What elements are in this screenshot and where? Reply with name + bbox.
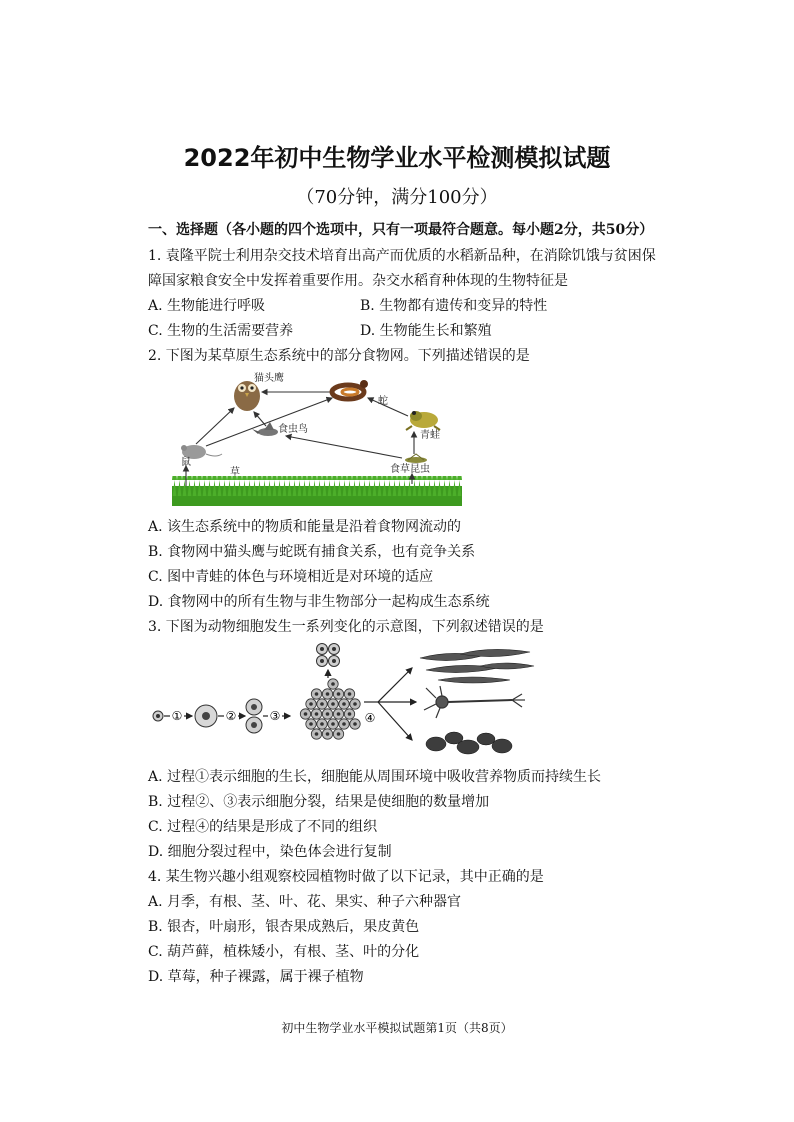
cell-cluster bbox=[300, 679, 360, 739]
cluster-cell-nucleus bbox=[337, 712, 341, 716]
food-web-figure bbox=[172, 370, 462, 506]
question-4-option-b: B. 银杏，叶扇形，银杏果成熟后，果皮黄色 bbox=[148, 919, 420, 935]
step-label-1: ① bbox=[171, 709, 183, 723]
neuron bbox=[424, 686, 525, 718]
arrow-mouse-to-snake bbox=[206, 398, 332, 446]
question-1-option-b: B. 生物都有遗传和变异的特性 bbox=[360, 298, 548, 314]
cluster-cell-nucleus bbox=[353, 722, 357, 726]
question-1-option-a: A. 生物能进行呼吸 bbox=[148, 298, 266, 314]
owl-icon bbox=[234, 381, 260, 411]
section-heading: 一、选择题（各小题的四个选项中，只有一项最符合题意。每小题2分，共50分） bbox=[148, 222, 654, 238]
question-4-option-a: A. 月季，有根、茎、叶、花、果实、种子六种器官 bbox=[148, 894, 462, 910]
label-grass: 草 bbox=[230, 467, 240, 478]
question-3-option-b: B. 过程②、③表示细胞分裂，结果是使细胞的数量增加 bbox=[148, 794, 490, 810]
question-2-option-d: D. 食物网中的所有生物与非生物部分一起构成生态系统 bbox=[148, 594, 490, 610]
arrow-to-bottom-tissue bbox=[378, 702, 412, 740]
question-4-option-d: D. 草莓，种子裸露，属于裸子植物 bbox=[148, 969, 364, 985]
cell-stage-1 bbox=[153, 711, 163, 721]
arrow-step-4 bbox=[364, 668, 416, 740]
question-1-option-c: C. 生物的生活需要营养 bbox=[148, 323, 294, 339]
label-mouse: 鼠 bbox=[181, 457, 191, 468]
cell-stage-3 bbox=[246, 699, 262, 733]
arrow-insect-to-bird bbox=[286, 436, 402, 458]
question-2-option-c: C. 图中青蛙的体色与环境相近是对环境的适应 bbox=[148, 569, 434, 585]
cell-diagram-figure bbox=[150, 640, 540, 758]
cluster-cell-nucleus bbox=[342, 702, 346, 706]
arrow-mouse-to-owl bbox=[196, 408, 234, 444]
cluster-cell-nucleus bbox=[309, 702, 313, 706]
cluster-cell-nucleus bbox=[320, 722, 324, 726]
question-4-option-c: C. 葫芦藓，植株矮小，有根、茎、叶的分化 bbox=[148, 944, 420, 960]
question-1-line-1: 1. 袁隆平院士利用杂交技术培育出高产而优质的水稻新品种，在消除饥饿与贫困保 bbox=[148, 248, 656, 264]
cluster-cell-nucleus bbox=[315, 712, 319, 716]
question-2-stem: 2. 下图为某草原生态系统中的部分食物网。下列描述错误的是 bbox=[148, 348, 530, 364]
cluster-cell-nucleus bbox=[342, 722, 346, 726]
cluster-cell-nucleus bbox=[304, 712, 308, 716]
grass-strip bbox=[172, 476, 462, 506]
cluster-cell-nucleus bbox=[326, 692, 330, 696]
cluster-cell-nucleus bbox=[331, 702, 335, 706]
label-frog: 青蛙 bbox=[420, 430, 440, 441]
label-bird: 食虫鸟 bbox=[278, 424, 308, 435]
grasshopper-icon bbox=[405, 454, 427, 463]
question-1-line-2: 障国家粮食安全中发挥着重要作用。杂交水稻育种体现的生物特征是 bbox=[148, 273, 568, 289]
arrow-frog-to-snake bbox=[368, 398, 408, 416]
cell-stage-2 bbox=[195, 705, 217, 727]
exam-title: 2022年初中生物学业水平检测模拟试题 bbox=[183, 144, 611, 172]
cluster-cell-nucleus bbox=[320, 702, 324, 706]
page-footer: 初中生物学业水平模拟试题第1页（共8页） bbox=[281, 1021, 513, 1035]
cluster-cell-nucleus bbox=[348, 692, 352, 696]
step-label-3: ③ bbox=[269, 709, 281, 723]
cluster-cell-nucleus bbox=[315, 692, 319, 696]
arrow-bird-to-owl bbox=[254, 412, 266, 426]
cell-group-top bbox=[317, 644, 340, 667]
snake-icon bbox=[332, 380, 368, 399]
cluster-cell-nucleus bbox=[337, 732, 341, 736]
bottom-tissue bbox=[426, 732, 512, 754]
cluster-cell-nucleus bbox=[353, 702, 357, 706]
cluster-cell-nucleus bbox=[326, 712, 330, 716]
question-3-stem: 3. 下图为动物细胞发生一系列变化的示意图，下列叙述错误的是 bbox=[148, 619, 544, 635]
cluster-cell-nucleus bbox=[331, 722, 335, 726]
grass-blades bbox=[172, 476, 462, 496]
cluster-cell-nucleus bbox=[309, 722, 313, 726]
muscle-tissue bbox=[420, 649, 534, 683]
cluster-cell-nucleus bbox=[326, 732, 330, 736]
arrow-to-muscle-tissue bbox=[378, 668, 412, 702]
frog-icon bbox=[406, 411, 440, 430]
cluster-cell-nucleus bbox=[337, 692, 341, 696]
question-1-option-d: D. 生物能生长和繁殖 bbox=[360, 323, 492, 339]
question-3-option-a: A. 过程①表示细胞的生长，细胞能从周围环境中吸收营养物质而持续生长 bbox=[148, 769, 602, 785]
cluster-cell-nucleus bbox=[315, 732, 319, 736]
label-insect: 食草昆虫 bbox=[390, 464, 430, 475]
question-4-stem: 4. 某生物兴趣小组观察校园植物时做了以下记录，其中正确的是 bbox=[148, 869, 544, 885]
cluster-cell-nucleus bbox=[331, 682, 335, 686]
question-2-option-a: A. 该生态系统中的物质和能量是沿着食物网流动的 bbox=[148, 519, 462, 535]
label-snake: 蛇 bbox=[378, 396, 388, 407]
question-3-option-c: C. 过程④的结果是形成了不同的组织 bbox=[148, 819, 378, 835]
question-2-option-b: B. 食物网中猫头鹰与蛇既有捕食关系，也有竞争关系 bbox=[148, 544, 476, 560]
step-label-2: ② bbox=[225, 709, 237, 723]
step-label-4: ④ bbox=[364, 711, 376, 725]
exam-subtitle: （70分钟，满分100分） bbox=[296, 187, 498, 208]
food-web-labels bbox=[181, 371, 440, 478]
question-3-option-d: D. 细胞分裂过程中，染色体会进行复制 bbox=[148, 844, 392, 860]
label-owl: 猫头鹰 bbox=[254, 373, 284, 384]
cluster-cell-nucleus bbox=[348, 712, 352, 716]
